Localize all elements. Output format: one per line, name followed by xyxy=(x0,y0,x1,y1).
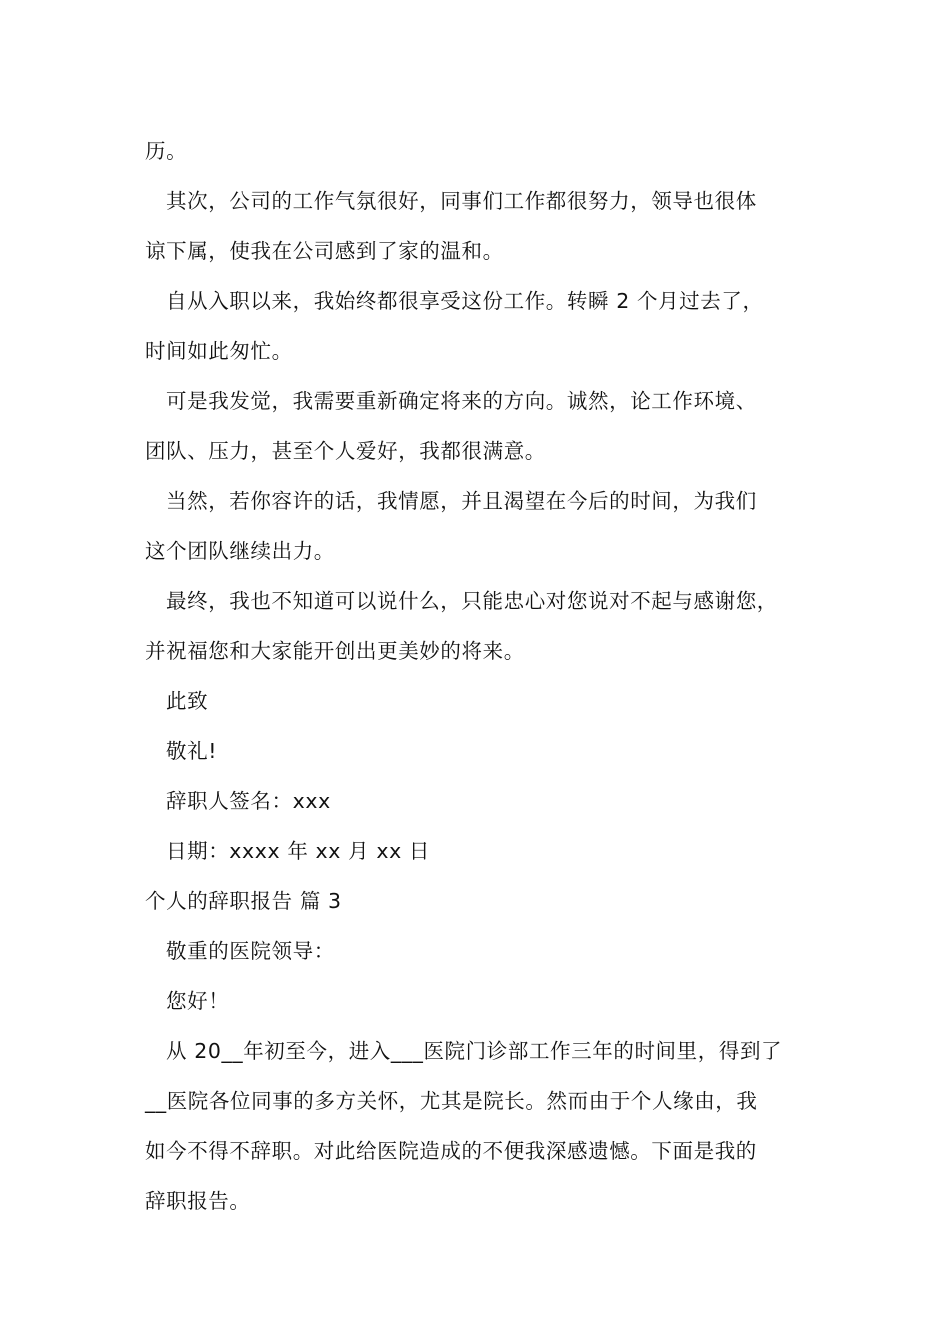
text-line: 如今不得不辞职。对此给医院造成的不便我深感遗憾。下面是我的 xyxy=(145,1139,757,1163)
date-line: 日期：xxxx 年 xx 月 xx 日 xyxy=(166,839,431,863)
paragraph-line: 当然，若你容许的话，我情愿，并且渴望在今后的时间，为我们 xyxy=(166,489,757,513)
paragraph-line: 最终，我也不知道可以说什么，只能忠心对您说对不起与感谢您， xyxy=(166,589,778,613)
signature-line: 辞职人签名：xxx xyxy=(166,789,331,813)
paragraph-line: 自从入职以来，我始终都很享受这份工作。转瞬 2 个月过去了， xyxy=(166,289,764,313)
text-line: 辞职报告。 xyxy=(145,1189,251,1213)
closing-regards: 敬礼! xyxy=(166,739,218,763)
paragraph-line: 其次，公司的工作气氛很好，同事们工作都很努力，领导也很体 xyxy=(166,189,757,213)
closing-salutation: 此致 xyxy=(166,689,209,713)
text-line: 团队、压力，甚至个人爱好，我都很满意。 xyxy=(145,439,546,463)
text-line: 并祝福您和大家能开创出更美妙的将来。 xyxy=(145,639,525,663)
letter-greeting: 您好！ xyxy=(166,989,230,1013)
section-heading: 个人的辞职报告 篇 3 xyxy=(145,889,342,913)
document-body xyxy=(145,126,807,1226)
text-line: 这个团队继续出力。 xyxy=(145,539,335,563)
text-line: 谅下属，使我在公司感到了家的温和。 xyxy=(145,239,504,263)
paragraph-line: 从 20__年初至今，进入___医院门诊部工作三年的时间里，得到了 xyxy=(166,1039,783,1063)
letter-addressee: 敬重的医院领导： xyxy=(166,939,335,963)
text-line: 时间如此匆忙。 xyxy=(145,339,293,363)
text-line: 历。 xyxy=(145,139,188,163)
text-line: __医院各位同事的多方关怀，尤其是院长。然而由于个人缘由，我 xyxy=(145,1089,758,1113)
paragraph-line: 可是我发觉，我需要重新确定将来的方向。诚然，论工作环境、 xyxy=(166,389,757,413)
